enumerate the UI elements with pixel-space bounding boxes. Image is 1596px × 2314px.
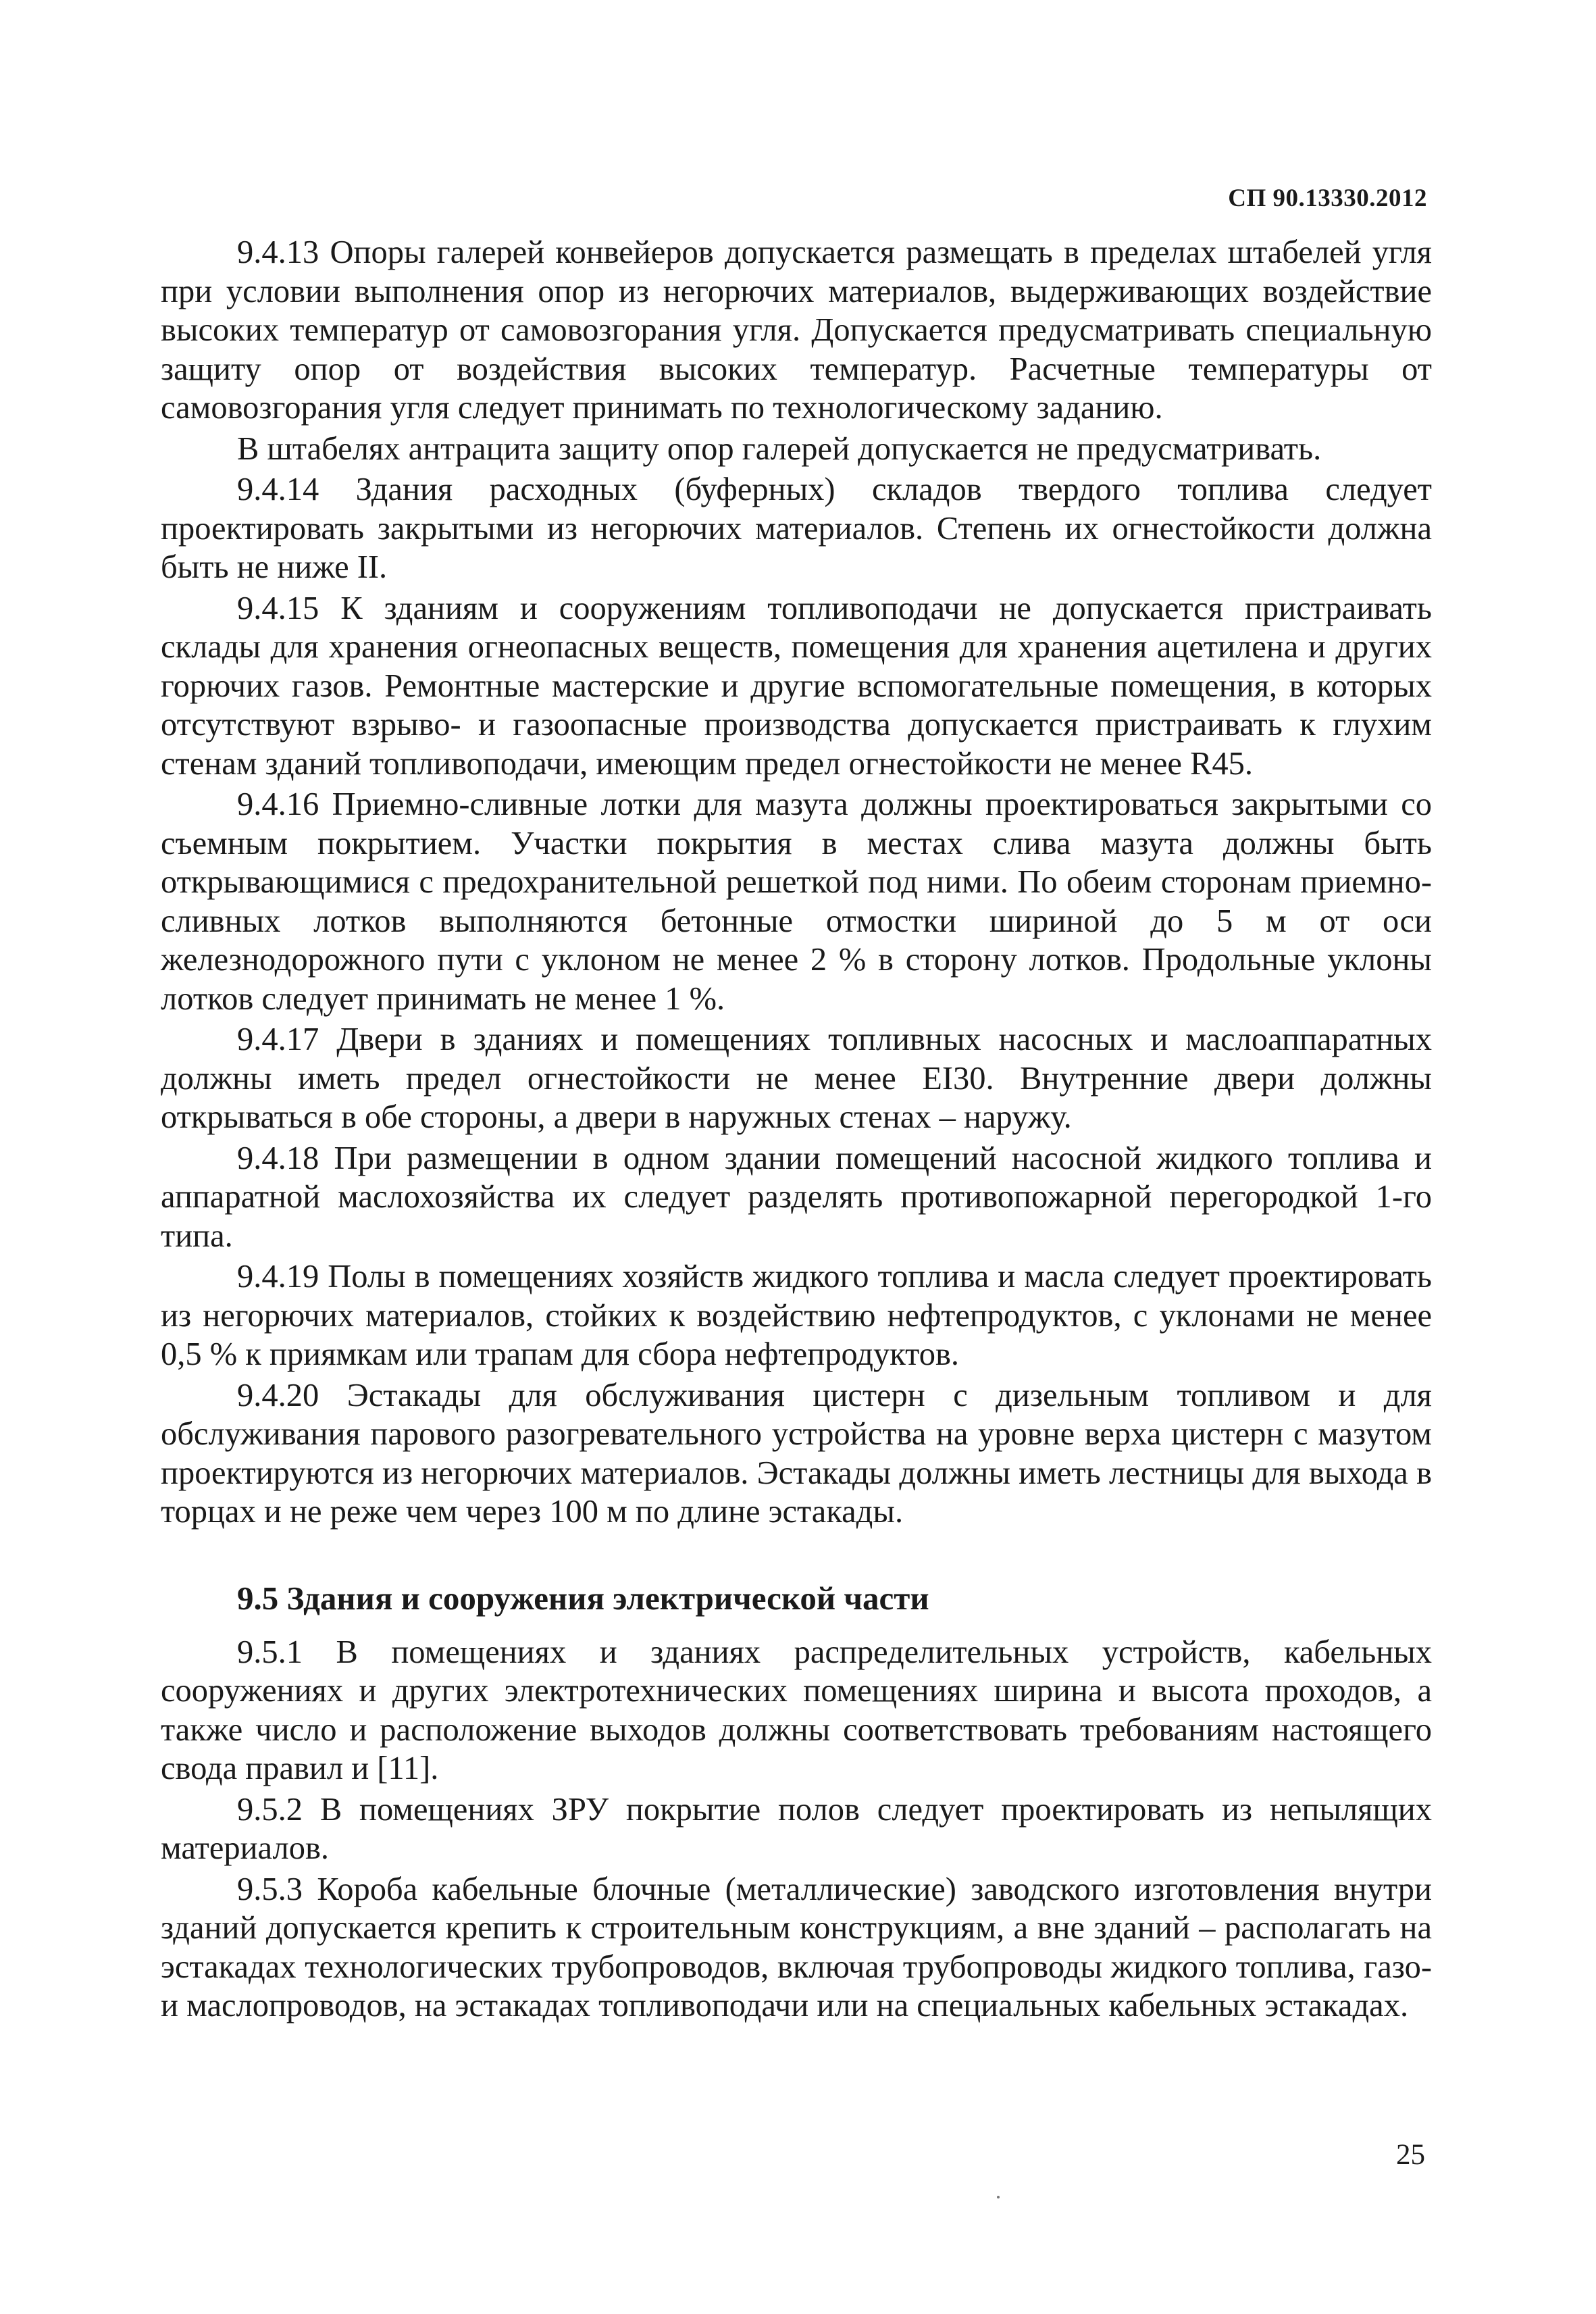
- paragraph-9-4-18: 9.4.18 При размещении в одном здании помещений насосной жидкого топлива и аппаратной маслохозяйства их следует разделять противопожарной перегородкой 1-го типа.: [161, 1140, 1432, 1254]
- document-code: СП 90.13330.2012: [1228, 184, 1427, 212]
- paragraph-9-5-3: 9.5.3 Короба кабельные блочные (металлические) заводского изготовления внутри зданий допускается крепить к строительным конструкциям, а вне зданий – располагать на эстакадах технологических трубопроводов, включая трубопроводы жидкого топлива, газо- и маслопроводов, на эстакадах топливоподачи или на специальных кабельных эстакадах.: [161, 1871, 1432, 2023]
- paragraph-9-4-13: 9.4.13 Опоры галерей конвейеров допускается размещать в пределах штабелей угля при условии выполнения опор из негорючих материалов, выдерживающих воздействие высоких температур от самовозгорания угля. Допускается предусматривать специальную защиту опор от воздействия высоких температур. Расчетные температуры от самовозгорания угля следует принимать по технологическому заданию.: [161, 234, 1432, 426]
- scan-speck: [997, 2196, 1000, 2198]
- paragraph-9-4-14: 9.4.14 Здания расходных (буферных) складов твердого топлива следует проектировать закрытыми из негорючих материалов. Степень их огнестойкости должна быть не ниже II.: [161, 472, 1432, 585]
- paragraph-9-4-17: 9.4.17 Двери в зданиях и помещениях топливных насосных и маслоаппаратных должны иметь предел огнестойкости не менее EI30. Внутренние двери должны открываться в обе стороны, а двери в наружных стенах – наружу.: [161, 1022, 1432, 1135]
- paragraph-9-4-16: 9.4.16 Приемно-сливные лотки для мазута должны проектироваться закрытыми со съемным покрытием. Участки покрытия в местах слива мазута должны быть открывающимися с предохранительной решеткой под ними. По обеим сторонам приемно-сливных лотков выполняются бетонные отмостки шириной до 5 м от оси железнодорожного пути с уклоном не менее 2 % в сторону лотков. Продольные уклоны лотков следует принимать не менее 1 %.: [161, 786, 1432, 1017]
- paragraph-9-4-19: 9.4.19 Полы в помещениях хозяйств жидкого топлива и масла следует проектировать из негорючих материалов, стойких к воздействию нефтепродуктов, с уклонами не менее 0,5 % к приямкам или трапам для сбора нефтепродуктов.: [161, 1259, 1432, 1372]
- paragraph-9-4-15: 9.4.15 К зданиям и сооружениям топливоподачи не допускается пристраивать склады для хранения огнеопасных веществ, помещения для хранения ацетилена и других горючих газов. Ремонтные мастерские и другие вспомогательные помещения, в которых отсутствуют взрыво- и газоопасные производства допускается пристраивать к глухим стенам зданий топливоподачи, имеющим предел огнестойкости не менее R45.: [161, 590, 1432, 782]
- section-heading-9-5: 9.5 Здания и сооружения электрической части: [237, 1579, 929, 1617]
- paragraph-9-5-2: 9.5.2 В помещениях ЗРУ покрытие полов следует проектировать из непылящих материалов.: [161, 1791, 1432, 1866]
- paragraph-9-5-1: 9.5.1 В помещениях и зданиях распределительных устройств, кабельных сооружениях и других электротехнических помещениях ширина и высота проходов, а также число и расположение выходов должны соответствовать требованиям настоящего свода правил и [11].: [161, 1634, 1432, 1786]
- paragraph-9-4-13-anthracite: В штабелях антрацита защиту опор галерей допускается не предусматривать.: [237, 430, 1322, 467]
- page-number: 25: [1396, 2139, 1425, 2171]
- document-body: [161, 233, 1432, 2026]
- paragraph-9-4-20: 9.4.20 Эстакады для обслуживания цистерн с дизельным топливом и для обслуживания парового разогревательного устройства на уровне верха цистерн с мазутом проектируются из негорючих материалов. Эстакады должны иметь лестницы для выхода в торцах и не реже чем через 100 м по длине эстакады.: [161, 1377, 1432, 1530]
